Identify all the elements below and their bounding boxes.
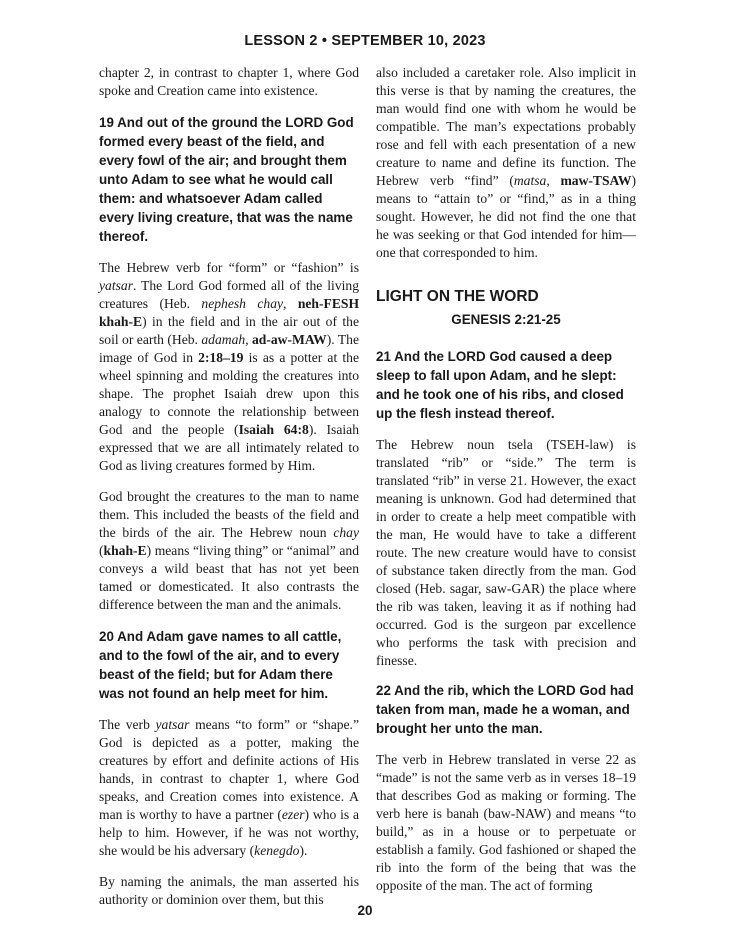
paragraph-banah: The verb in Hebrew translated in verse 22 as “made” is not the same verb as in verses 18–19 that describes God as making or forming. The verb here is banah (baw-NAW) and means “to build,” as in a house or to perpetuate or establish a family. God fashioned or shaped the rib into the form of the being that was the opposite of the man. The act of forming xyxy=(376,752,636,893)
section-subtitle: GENESIS 2:21-25 xyxy=(451,312,561,327)
paragraph-continuation: chapter 2, in contrast to chapter 1, where God spoke and Creation came into existence. xyxy=(99,65,359,98)
paragraph-yatsar-form: The Hebrew verb for “form” or “fashion” is yatsar. The Lord God formed all of the living creatures (Heb. nephesh chay, neh-FESH khah-E) in the field and in the air out of the soil or earth (Heb. adamah, ad-aw-MAW). The image of God in 2:18–19 is as a potter at the wheel spinning and molding the creatures into shape. The prophet Isaiah drew upon this analogy to connote the relationship between God and the people (Isaiah 64:8). Isaiah expressed that we are all intimately related to God as living creatures formed by Him. xyxy=(99,260,360,473)
paragraph-naming-creatures: God brought the creatures to the man to name them. This included the beasts of the field and the birds of the air. The Hebrew noun chay (khah-E) means “living thing” or “animal” and conveys a wild beast that has not yet been tamed or domesticated. It also contrasts the difference between the man and the animals. xyxy=(99,489,359,612)
paragraph-potter: The verb yatsar means “to form” or “shape.” God is depicted as a potter, making the creatures by effort and definite actions of His hands, in contrast to chapter 1, where God speaks, and Creation comes into existence. A man is worthy to have a partner (ezer) who is a help to him. However, if he was not worthy, she would be his adversary (kenegdo). xyxy=(99,717,359,858)
verse-19: 19 And out of the ground the LORD God formed every beast of the field, and every fowl of the air; and brought them unto Adam to see what he would call them: and whatsoever Adam called every living creature, that was the name thereof. xyxy=(99,115,354,244)
lesson-header: LESSON 2 • SEPTEMBER 10, 2023 xyxy=(244,33,486,49)
paragraph-caretaker: also included a caretaker role. Also implicit in this verse is that by naming the creatures, the man would find one with whom he would be compatible. The man’s expectations probably rose and fell with each presentation of a new creature to name and define its function. The Hebrew verb “find” (matsa, maw-TSAW) means to “attain to” or “find,” as in a thing sought. However, he did not find the one that he was seeking or that God intended for him—one that corresponded to him. xyxy=(376,65,636,260)
verse-20: 20 And Adam gave names to all cattle, and to the fowl of the air, and to every beast of the field; but for Adam there was not found an help meet for him. xyxy=(99,629,342,701)
section-title: LIGHT ON THE WORD xyxy=(376,288,539,305)
page-number: 20 xyxy=(357,903,373,918)
paragraph-authority: By naming the animals, the man asserted his authority or dominion over them, but this xyxy=(99,874,359,907)
verse-22: 22 And the rib, which the LORD God had taken from man, made he a woman, and brought her unto the man. xyxy=(376,683,634,736)
left-column xyxy=(99,64,359,909)
paragraph-tsela: The Hebrew noun tsela (TSEH-law) is translated “rib” or “side.” The term is translated “rib” in verse 21. However, the exact meaning is unknown. God had determined that in order to create a help meet compatible with the man, He would have to take a different route. The new creature would have to consist of substance taken directly from the man. God closed (Heb. sagar, saw-GAR) the place where the rib was taken, leaving it as if nothing had occurred. God is the surgeon par excellence who performs the task with precision and finesse. xyxy=(376,437,636,668)
right-column xyxy=(376,64,636,895)
verse-21: 21 And the LORD God caused a deep sleep to fall upon Adam, and he slept: and he took one of his ribs, and closed up the flesh instead thereof. xyxy=(376,349,624,421)
